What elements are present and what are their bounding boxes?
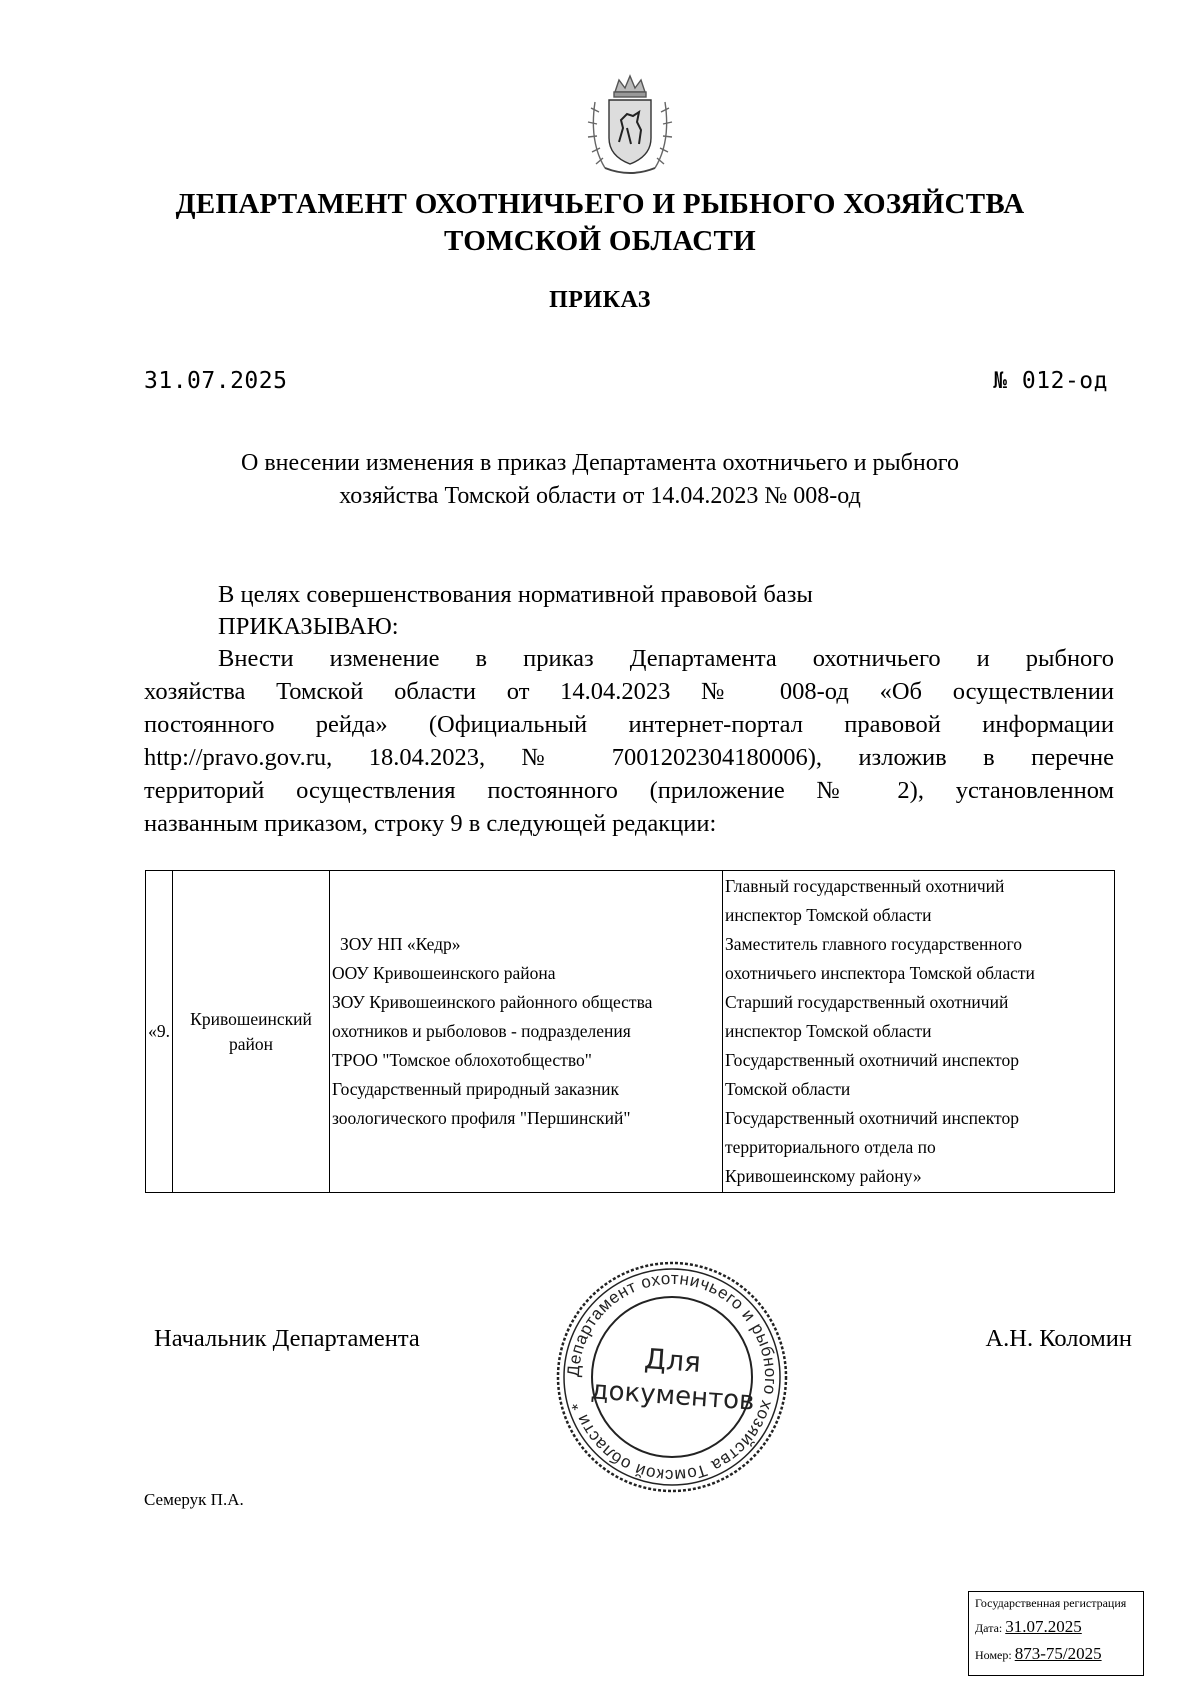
registration-number-row: [975, 1644, 1102, 1664]
responsible-line: Заместитель главного государственного: [725, 934, 1022, 954]
official-seal-stamp: [553, 1258, 791, 1496]
orders-keyword: ПРИКАЗЫВАЮ:: [218, 613, 399, 640]
department-title-line1: ДЕПАРТАМЕНТ ОХОТНИЧЬЕГО И РЫБНОГО ХОЗЯЙСТВА: [175, 188, 1025, 220]
seal-center-line1: Для: [643, 1342, 703, 1379]
district-line: район: [229, 1033, 273, 1054]
responsible-line: инспектор Томской области: [725, 905, 932, 925]
responsible-line: Государственный охотничий инспектор: [725, 1108, 1019, 1128]
responsible-line: Государственный охотничий инспектор: [725, 1050, 1019, 1070]
department-title-line2: ТОМСКОЙ ОБЛАСТИ: [444, 225, 756, 257]
territory-line: ЗОУ Кривошеинского районного общества: [332, 992, 653, 1012]
territories-cell: [330, 871, 723, 1193]
body-paragraph-line: http://pravo.gov.ru, 18.04.2023, № 7001202304180006), изложив в перечне: [144, 744, 1114, 771]
territory-line: ООУ Кривошеинского района: [332, 963, 556, 983]
seal-center-line2: документов: [589, 1375, 756, 1417]
responsible-line: охотничьего инспектора Томской области: [725, 963, 1035, 983]
territory-line: охотников и рыболовов - подразделения: [332, 1021, 631, 1041]
signer-name: А.Н. Коломин: [985, 1325, 1132, 1352]
registration-number-label: Номер:: [975, 1648, 1012, 1662]
registration-number-value: 873-75/2025: [1014, 1644, 1102, 1663]
seal-ring-text: Департамент охотничьего и рыбного хозяйства Томской области *: [563, 1268, 781, 1486]
district-line: Кривошеинский: [190, 1008, 312, 1029]
territory-line: ТРОО "Томское облохотобщество": [332, 1050, 592, 1070]
territory-line: Государственный природный заказник: [332, 1079, 620, 1099]
body-paragraph-line: Внести изменение в приказ Департамента охотничьего и рыбного: [218, 645, 1114, 672]
responsible-line: территориального отдела по: [725, 1137, 936, 1157]
responsible-line: Старший государственный охотничий: [725, 992, 1009, 1012]
registration-date-row: [975, 1617, 1082, 1637]
order-subject-line1: О внесении изменения в приказ Департамента охотничьего и рыбного: [241, 450, 959, 476]
preamble-text: В целях совершенствования нормативной правовой базы: [218, 581, 813, 608]
order-number: № 012-од: [993, 368, 1108, 394]
document-type-heading: ПРИКАЗ: [549, 287, 651, 313]
territory-line: зоологического профиля "Першинский": [332, 1108, 631, 1128]
amendment-table: [145, 870, 1115, 1193]
coat-of-arms-emblem: [569, 72, 691, 178]
body-paragraph-line: названным приказом, строку 9 в следующей редакции:: [144, 810, 717, 837]
responsible-line: Томской области: [725, 1079, 851, 1099]
responsible-line: инспектор Томской области: [725, 1021, 932, 1041]
registration-title: Государственная регистрация: [975, 1596, 1127, 1610]
registration-box: [968, 1591, 1144, 1676]
body-paragraph-line: постоянного рейда» (Официальный интернет-портал правовой информации: [144, 711, 1114, 738]
order-subject-line2: хозяйства Томской области от 14.04.2023 № 008-од: [339, 483, 861, 509]
responsible-cell: [723, 871, 1115, 1193]
registration-date-label: Дата:: [975, 1621, 1003, 1635]
table-row: [146, 871, 1115, 1193]
body-paragraph-line: хозяйства Томской области от 14.04.2023 № 008-од «Об осуществлении: [144, 678, 1114, 705]
order-date: 31.07.2025: [144, 368, 288, 394]
body-paragraph-line: территорий осуществления постоянного (приложение № 2), установленном: [144, 777, 1114, 804]
executor-name: Семерук П.А.: [144, 1490, 244, 1509]
district-cell: [173, 871, 330, 1193]
responsible-line: Главный государственный охотничий: [725, 876, 1005, 896]
row-number-cell: «9.: [146, 871, 173, 1193]
registration-date-value: 31.07.2025: [1005, 1617, 1082, 1636]
responsible-line: Кривошеинскому району»: [725, 1166, 922, 1186]
territory-line: ЗОУ НП «Кедр»: [340, 934, 461, 954]
signer-position: Начальник Департамента: [154, 1325, 420, 1352]
